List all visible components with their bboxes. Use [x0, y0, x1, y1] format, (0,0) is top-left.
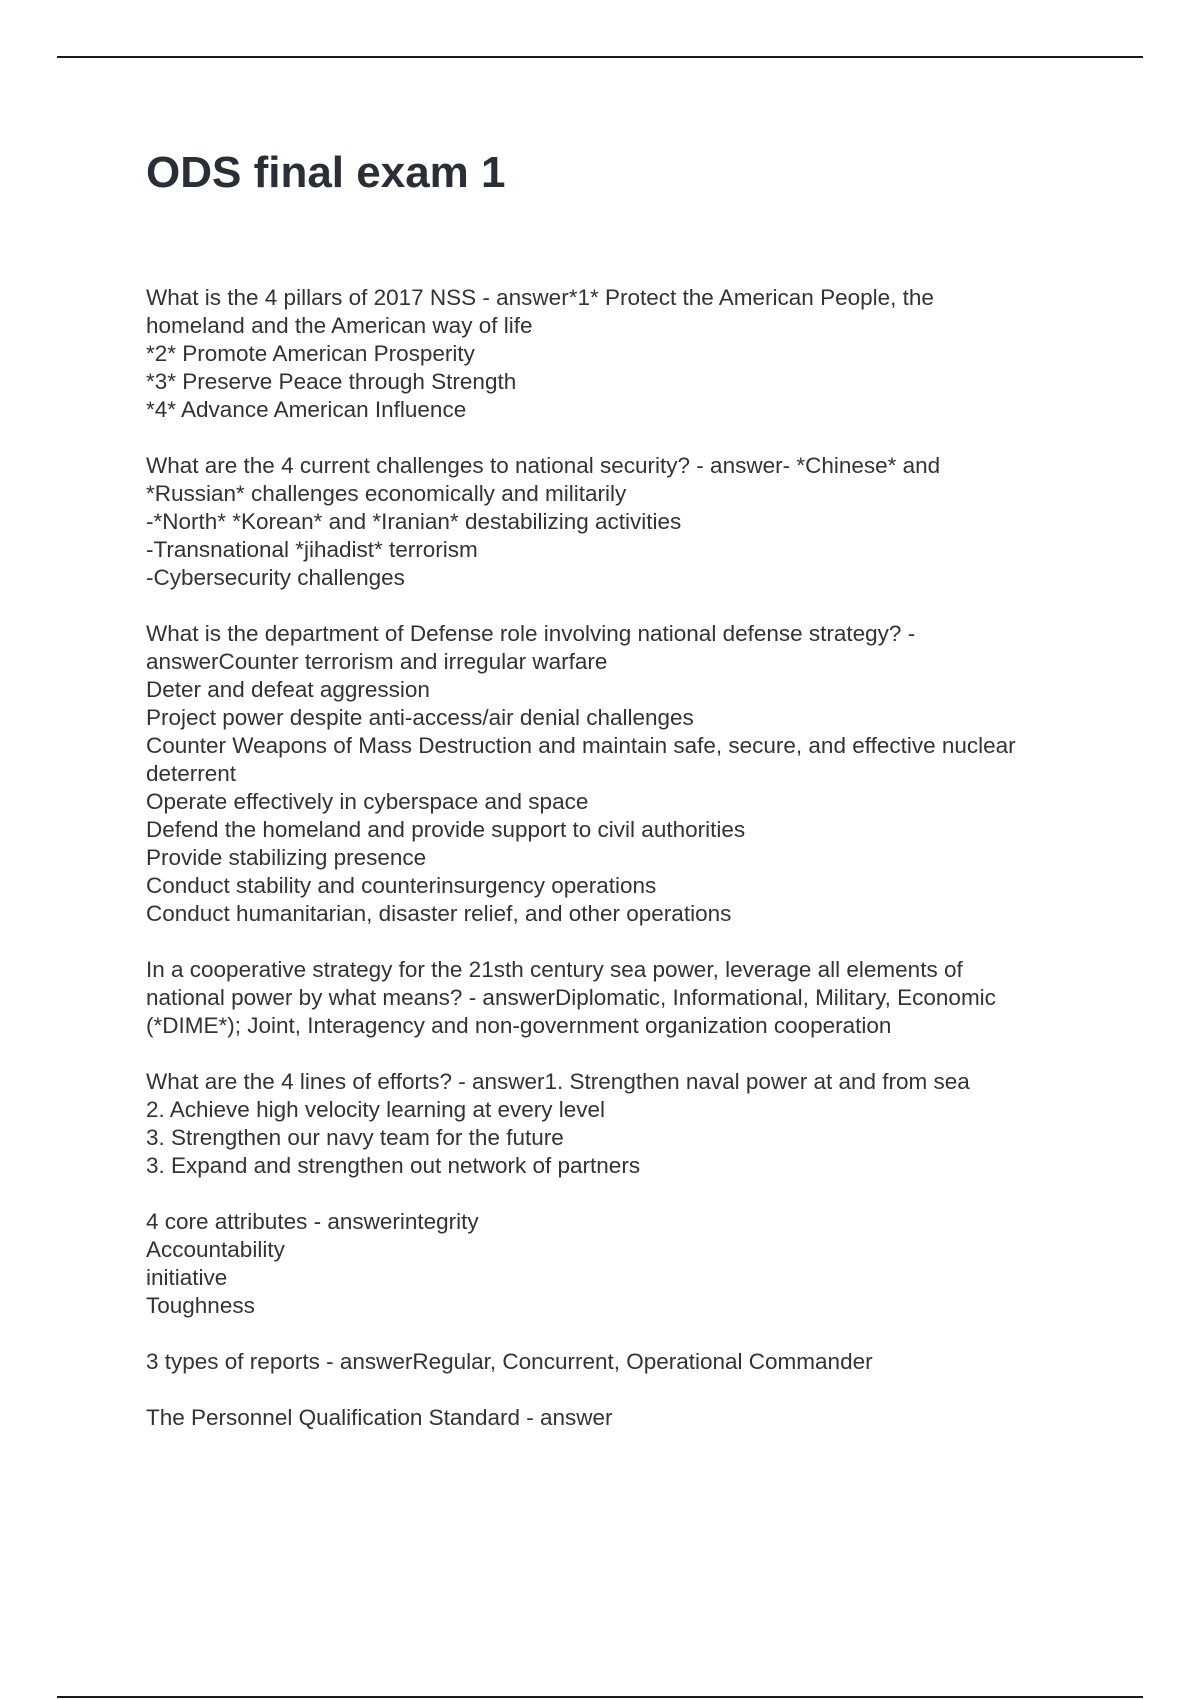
text-line: -*North* *Korean* and *Iranian* destabilizing activities	[146, 509, 682, 534]
text-line: What are the 4 lines of efforts? - answer1. Strengthen naval power at and from sea	[146, 1069, 970, 1094]
text-line: 2. Achieve high velocity learning at every level	[146, 1097, 606, 1122]
text-line: *4* Advance American Influence	[146, 397, 467, 422]
text-line: What is the department of Defense role involving national defense strategy? -	[146, 621, 916, 646]
text-line: Counter Weapons of Mass Destruction and maintain safe, secure, and effective nuclear	[146, 733, 1016, 758]
text-line: answerCounter terrorism and irregular warfare	[146, 649, 608, 674]
text-line: Conduct stability and counterinsurgency operations	[146, 873, 657, 898]
bottom-divider	[57, 1696, 1143, 1698]
text-line: Operate effectively in cyberspace and space	[146, 789, 589, 814]
qa-entry	[146, 1068, 1096, 1180]
text-line: -Transnational *jihadist* terrorism	[146, 537, 478, 562]
text-line: *2* Promote American Prosperity	[146, 341, 475, 366]
page-title: ODS final exam 1	[146, 148, 506, 197]
text-line: Project power despite anti-access/air denial challenges	[146, 705, 694, 730]
text-line: 3 types of reports - answerRegular, Concurrent, Operational Commander	[146, 1349, 873, 1374]
qa-entry	[146, 1404, 1096, 1432]
text-line: Deter and defeat aggression	[146, 677, 430, 702]
text-line: What are the 4 current challenges to national security? - answer- *Chinese* and	[146, 453, 941, 478]
qa-entry	[146, 284, 1096, 424]
text-line: national power by what means? - answerDiplomatic, Informational, Military, Economic	[146, 985, 996, 1010]
text-line: -Cybersecurity challenges	[146, 565, 405, 590]
text-line: What is the 4 pillars of 2017 NSS - answer*1* Protect the American People, the	[146, 285, 934, 310]
text-line: deterrent	[146, 761, 237, 786]
qa-entry	[146, 620, 1096, 928]
text-line: homeland and the American way of life	[146, 313, 533, 338]
text-line: 3. Strengthen our navy team for the future	[146, 1125, 564, 1150]
qa-entry	[146, 1348, 1096, 1376]
text-line: Accountability	[146, 1237, 285, 1262]
text-line: Conduct humanitarian, disaster relief, and other operations	[146, 901, 732, 926]
text-line: The Personnel Qualification Standard - answer	[146, 1405, 613, 1430]
qa-entry	[146, 452, 1096, 592]
text-line: 3. Expand and strengthen out network of partners	[146, 1153, 641, 1178]
top-divider	[57, 56, 1143, 58]
text-line: Toughness	[146, 1293, 255, 1318]
document-body	[146, 284, 1096, 1460]
text-line: Provide stabilizing presence	[146, 845, 427, 870]
text-line: (*DIME*); Joint, Interagency and non-government organization cooperation	[146, 1013, 892, 1038]
qa-entry	[146, 956, 1096, 1040]
qa-entry	[146, 1208, 1096, 1320]
text-line: In a cooperative strategy for the 21sth century sea power, leverage all elements of	[146, 957, 963, 982]
text-line: Defend the homeland and provide support to civil authorities	[146, 817, 746, 842]
text-line: 4 core attributes - answerintegrity	[146, 1209, 479, 1234]
text-line: *3* Preserve Peace through Strength	[146, 369, 517, 394]
text-line: *Russian* challenges economically and militarily	[146, 481, 627, 506]
text-line: initiative	[146, 1265, 228, 1290]
